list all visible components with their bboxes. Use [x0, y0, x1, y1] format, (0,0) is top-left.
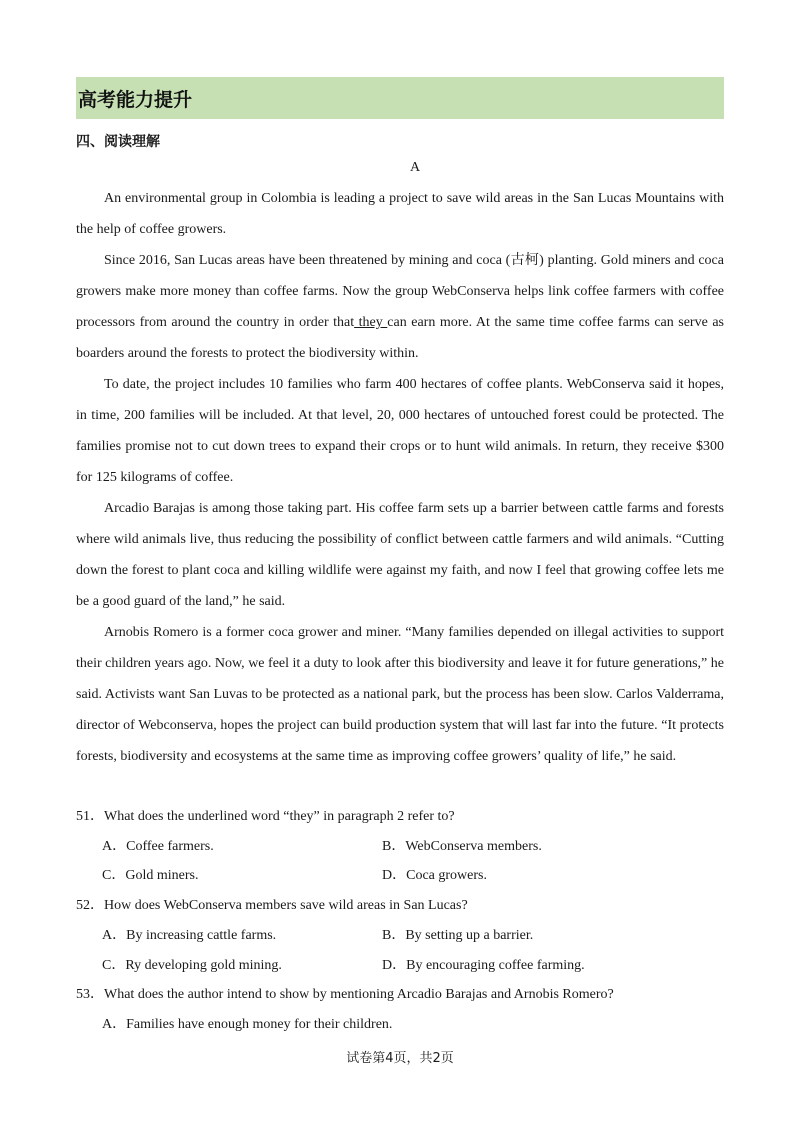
paragraph-5: Arnobis Romero is a former coca grower and miner. “Many families depended on illegal activities to support their children years ago. Now, we feel it a duty to look after this biodiversity and leave it for future generations,” he said. Activists want San Luvas to be protected as a national park, but the process has been slow. Carlos Valderrama, director of Webconserva, hopes the project can build production system that will last far into the future. “It protects forests, biodiversity and ecosystems at the same time as improving coffee growers’ quality of life,” he said.: [76, 625, 724, 764]
section-banner: [76, 77, 724, 119]
paragraph-2-start: Since 2016, San Lucas areas have been threatened by mining and coca (古柯) planting. Gold miners and coca growers make more money than coffee farms. Now the group WebConserva helps link coffee farmers with coffee processors from around the country in order that: [76, 253, 724, 330]
option-b: B．WebConserva members.: [382, 838, 542, 854]
paragraph-2-end: can earn more. At the same time coffee farms can serve as boarders around the forests to protect the biodiversity within.: [76, 315, 724, 361]
reading-passage: [76, 183, 724, 772]
underlined-word: they: [354, 315, 388, 330]
option-b: B．By setting up a barrier.: [382, 927, 534, 943]
option-c: C．Gold miners.: [102, 868, 199, 884]
question-52: [76, 891, 724, 980]
option-d: D．By encouraging coffee farming.: [382, 957, 585, 973]
paragraph-3: To date, the project includes 10 families who farm 400 hectares of coffee plants. WebConserva said it hopes, in time, 200 families will be included. At that level, 20, 000 hectares of untouched forest could be protected. The families promise not to cut down trees to expand their crops or to hunt wild animals. In return, they receive $300 for 125 kilograms of coffee.: [76, 377, 724, 485]
banner-title: 高考能力提升: [78, 88, 193, 111]
question-53: [76, 980, 724, 1039]
page-footer: 试卷第4页，共2页: [346, 1051, 454, 1066]
paragraph-1: An environmental group in Colombia is leading a project to save wild areas in the San Lucas Mountains with the help of coffee growers.: [76, 191, 724, 237]
paragraph-4: Arcadio Barajas is among those taking part. His coffee farm sets up a barrier between cattle farms and forests where wild animals live, thus reducing the possibility of conflict between cattle farmers and wild animals. “Cutting down the forest to plant coca and killing wildlife were against my faith, and now I feel that growing coffee lets me be a good guard of the land,” he said.: [76, 501, 724, 609]
option-group: [76, 832, 724, 891]
option-group: [76, 921, 724, 980]
question-list: [76, 802, 724, 1040]
option-a: A．Coffee farmers.: [102, 838, 214, 854]
passage-label: A: [409, 160, 421, 175]
question-51: [76, 802, 724, 891]
option-a: A．By increasing cattle farms.: [102, 927, 277, 943]
section-heading: 四、阅读理解: [76, 134, 160, 150]
question-stem: 51．What does the underlined word “they” in paragraph 2 refer to?: [76, 809, 455, 824]
paragraph-2: [76, 245, 724, 369]
option-c: C．Ry developing gold mining.: [102, 957, 282, 973]
option-group: [76, 1010, 724, 1040]
option-a: A．Families have enough money for their children.: [102, 1016, 393, 1032]
question-stem: 52．How does WebConserva members save wild areas in San Lucas?: [76, 898, 468, 914]
question-stem: 53．What does the author intend to show by mentioning Arcadio Barajas and Arnobis Romero?: [76, 987, 614, 1003]
option-d: D．Coca growers.: [382, 868, 487, 884]
